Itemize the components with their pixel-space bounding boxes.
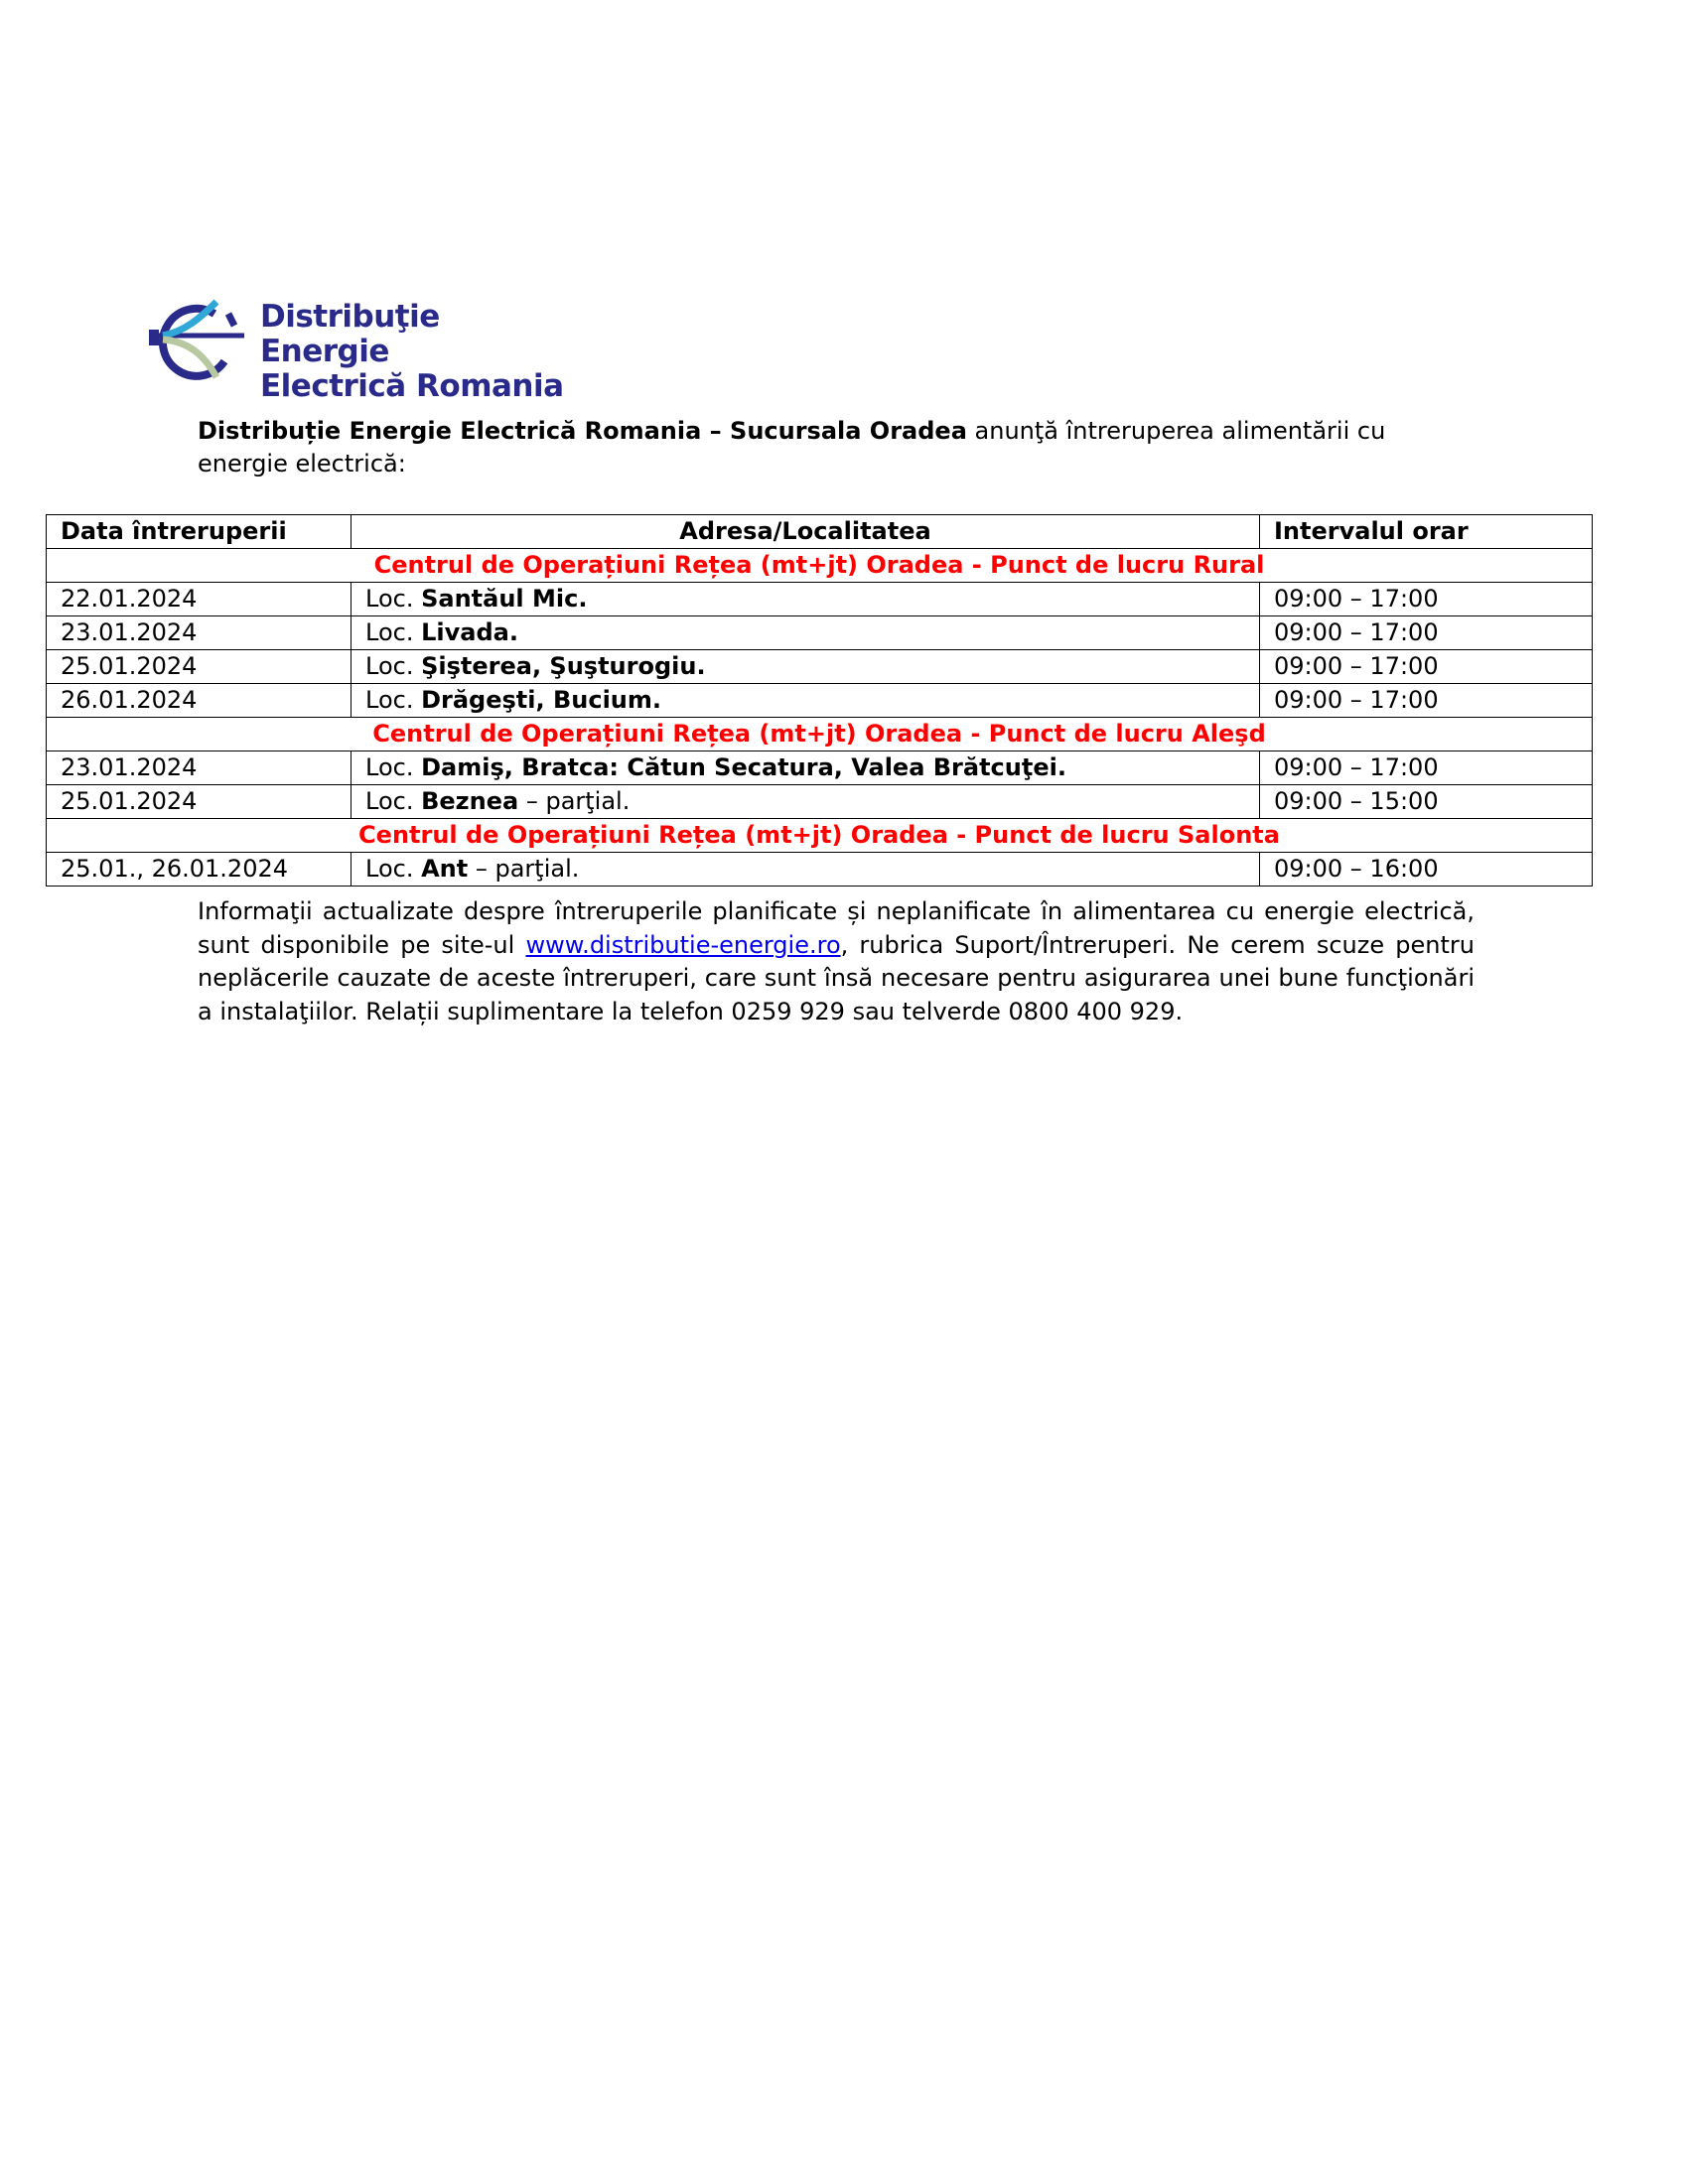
place-name: Şişterea, Şuşturogiu. bbox=[421, 652, 706, 680]
loc-prefix: Loc. bbox=[365, 618, 422, 646]
section-title: Centrul de Operațiuni Rețea (mt+jt) Oradea - Punct de lucru Salonta bbox=[47, 819, 1593, 853]
address-cell bbox=[352, 684, 1260, 718]
place-name: Beznea bbox=[421, 787, 519, 815]
place-name: Livada. bbox=[421, 618, 518, 646]
intro-company: Distribuție Energie Electrică Romania – Sucursala Oradea bbox=[198, 417, 967, 445]
table-row bbox=[47, 616, 1593, 650]
table-row bbox=[47, 751, 1593, 785]
footer-info bbox=[198, 895, 1475, 1028]
logo-emblem-icon bbox=[145, 296, 254, 381]
table-row bbox=[47, 684, 1593, 718]
table-row bbox=[47, 583, 1593, 616]
header-address: Adresa/Localitatea bbox=[352, 515, 1260, 549]
section-row bbox=[47, 819, 1593, 853]
date-cell: 23.01.2024 bbox=[47, 616, 352, 650]
interval-cell: 09:00 – 16:00 bbox=[1260, 853, 1593, 887]
address-cell bbox=[352, 785, 1260, 819]
section-title: Centrul de Operațiuni Rețea (mt+jt) Oradea - Punct de lucru Rural bbox=[47, 549, 1593, 583]
interval-cell: 09:00 – 17:00 bbox=[1260, 650, 1593, 684]
address-cell bbox=[352, 616, 1260, 650]
address-cell bbox=[352, 853, 1260, 887]
date-cell: 22.01.2024 bbox=[47, 583, 352, 616]
table-row bbox=[47, 650, 1593, 684]
section-row bbox=[47, 549, 1593, 583]
place-name: Damiş, Bratca: Cătun Secatura, Valea Brătcuţei. bbox=[421, 753, 1066, 781]
date-cell: 23.01.2024 bbox=[47, 751, 352, 785]
outage-table bbox=[46, 514, 1593, 887]
loc-prefix: Loc. bbox=[365, 652, 422, 680]
place-name: Ant bbox=[421, 855, 469, 883]
interval-cell: 09:00 – 17:00 bbox=[1260, 616, 1593, 650]
table-row bbox=[47, 853, 1593, 887]
logo-line2: Electrică Romania bbox=[260, 368, 564, 404]
interval-cell: 09:00 – 17:00 bbox=[1260, 583, 1593, 616]
interval-cell: 09:00 – 15:00 bbox=[1260, 785, 1593, 819]
announcement-intro bbox=[198, 415, 1478, 480]
table-row bbox=[47, 785, 1593, 819]
address-cell bbox=[352, 583, 1260, 616]
interval-cell: 09:00 – 17:00 bbox=[1260, 684, 1593, 718]
header-date: Data întreruperii bbox=[47, 515, 352, 549]
interval-cell: 09:00 – 17:00 bbox=[1260, 751, 1593, 785]
footer-text-2: , rubrica Suport/Întreruperi. Ne cerem scuze pentru neplăcerile cauzate de aceste întreruperi, care sunt însă necesare pentru asigurarea unei bune funcţionări a instalaţiilor. Relații suplimentare la telefon 0259 929 sau telverde 0800 400 929. bbox=[198, 930, 1476, 1025]
section-title: Centrul de Operațiuni Rețea (mt+jt) Oradea - Punct de lucru Aleşd bbox=[47, 718, 1593, 751]
place-suffix: – parţial. bbox=[468, 855, 580, 883]
date-cell: 25.01.2024 bbox=[47, 650, 352, 684]
section-row bbox=[47, 718, 1593, 751]
loc-prefix: Loc. bbox=[365, 686, 422, 714]
address-cell bbox=[352, 751, 1260, 785]
intro-text: anunţă întreruperea alimentării cu energie electrică: bbox=[198, 417, 1386, 478]
date-cell: 25.01., 26.01.2024 bbox=[47, 853, 352, 887]
loc-prefix: Loc. bbox=[365, 787, 422, 815]
logo-line1: Distribuţie Energie bbox=[260, 299, 440, 369]
date-cell: 26.01.2024 bbox=[47, 684, 352, 718]
website-link[interactable]: www.distributie-energie.ro bbox=[525, 930, 841, 959]
place-suffix: – parţial. bbox=[518, 787, 631, 815]
company-logo bbox=[145, 296, 572, 404]
loc-prefix: Loc. bbox=[365, 753, 422, 781]
loc-prefix: Loc. bbox=[365, 855, 422, 883]
table-header bbox=[47, 515, 1593, 549]
place-name: Drăgeşti, Bucium. bbox=[421, 686, 662, 714]
footer-text-1: Informaţii actualizate despre întreruperile planificate și neplanificate în alimentarea cu energie electrică, sunt disponibile pe site-ul bbox=[198, 897, 1475, 959]
date-cell: 25.01.2024 bbox=[47, 785, 352, 819]
loc-prefix: Loc. bbox=[365, 585, 422, 613]
header-interval: Intervalul orar bbox=[1260, 515, 1593, 549]
place-name: Santăul Mic. bbox=[421, 585, 588, 613]
address-cell bbox=[352, 650, 1260, 684]
